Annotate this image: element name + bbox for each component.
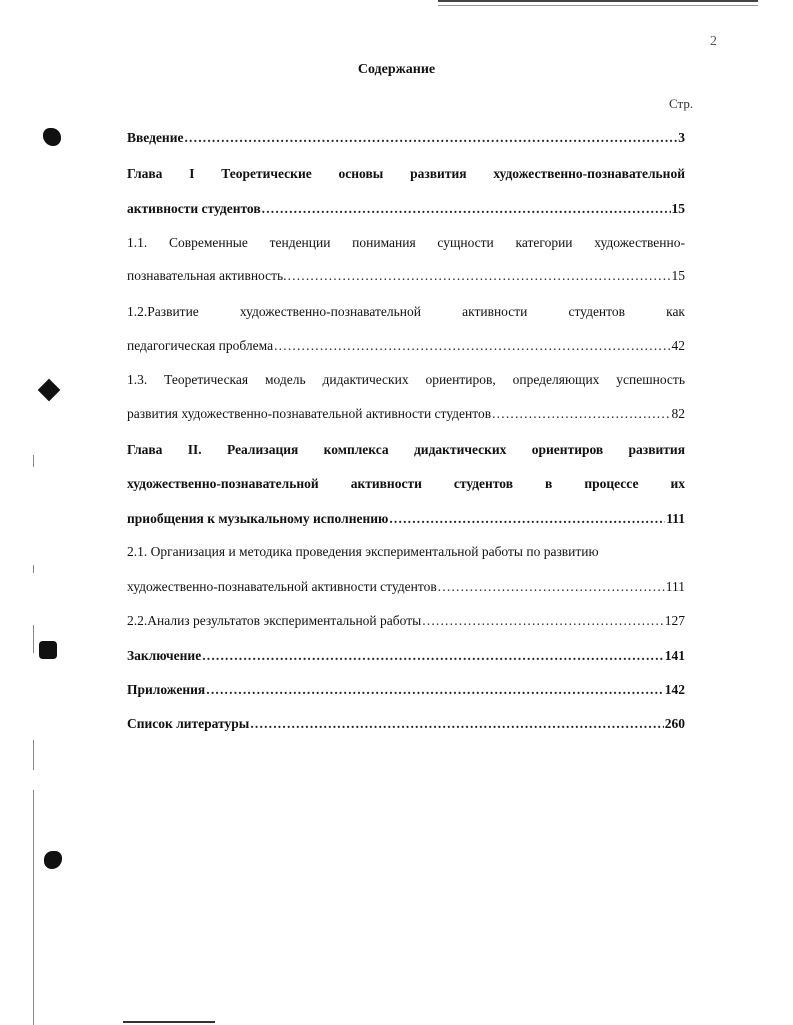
toc-entry-text: развития художественно-познавательной активности студентов — [127, 406, 492, 421]
dot-leader — [422, 612, 664, 630]
toc-entry-text: Глава II. Реализация комплекса дидактических ориентиров развития — [127, 442, 685, 457]
toc-entry-1-3-line1 — [127, 371, 685, 389]
toc-title: Содержание — [357, 62, 436, 77]
page-column-label: Стр. — [669, 96, 694, 111]
scan-artifact-bottom — [123, 1021, 215, 1023]
toc-entry-page: 15 — [671, 268, 685, 283]
margin-mark — [33, 740, 34, 770]
toc-entry-conclusion — [127, 647, 685, 665]
punch-hole-mark — [38, 379, 61, 402]
toc-entry-text: Приложения — [127, 682, 206, 697]
toc-entry-2-2 — [127, 612, 685, 630]
toc-entry-introduction — [127, 129, 685, 147]
toc-entry-page: 141 — [664, 648, 685, 663]
dot-leader — [492, 405, 670, 423]
page-number: 2 — [710, 34, 717, 49]
toc-entry-page: 111 — [666, 511, 685, 526]
toc-entry-1-1 — [127, 267, 685, 285]
toc-entry-1-1-line1 — [127, 234, 685, 252]
toc-entry-text: педагогическая проблема — [127, 338, 274, 353]
toc-entry-text: художественно-познавательной активности студентов в процессе их — [127, 476, 685, 491]
punch-hole-mark — [39, 641, 57, 659]
toc-entry-text: Глава I Теоретические основы развития художественно-познавательной — [127, 166, 685, 181]
margin-mark — [33, 455, 34, 467]
toc-entry-1-2 — [127, 337, 685, 355]
scan-artifact-top-thin — [438, 5, 758, 6]
toc-entry-page: 82 — [671, 406, 685, 421]
toc-entry-chapter1-line1 — [127, 165, 685, 183]
dot-leader — [262, 200, 671, 218]
dot-leader — [184, 129, 677, 147]
toc-entry-page: 111 — [665, 579, 685, 594]
toc-entry-references — [127, 715, 685, 733]
toc-entry-chapter2-line1 — [127, 441, 685, 459]
punch-hole-mark — [44, 851, 62, 869]
toc-entry-page: 42 — [671, 338, 685, 353]
toc-entry-chapter1 — [127, 200, 685, 218]
toc-entry-page: 142 — [664, 682, 685, 697]
dot-leader — [438, 578, 665, 596]
toc-entry-2-1 — [127, 578, 685, 596]
toc-entry-appendices — [127, 681, 685, 699]
margin-mark — [33, 790, 34, 1025]
toc-entry-page: 260 — [664, 716, 685, 731]
dot-leader — [288, 267, 671, 285]
toc-entry-page: 127 — [664, 613, 685, 628]
toc-entry-1-3 — [127, 405, 685, 423]
toc-entry-text: 2.1. Организация и методика проведения экспериментальной работы по развитию — [127, 544, 599, 559]
dot-leader — [274, 337, 670, 355]
toc-entry-text: Список литературы — [127, 716, 250, 731]
toc-entry-page: 15 — [671, 201, 685, 216]
toc-entry-text: 1.2.Развитие художественно-познавательной активности студентов как — [127, 304, 685, 319]
dot-leader — [389, 510, 665, 528]
toc-entry-chapter2 — [127, 510, 685, 528]
toc-entry-text: Заключение — [127, 648, 202, 663]
toc-entry-text: активности студентов — [127, 201, 261, 216]
punch-hole-mark — [43, 128, 61, 146]
toc-entry-page: 3 — [678, 130, 685, 145]
margin-mark — [33, 625, 34, 653]
toc-entry-text: художественно-познавательной активности студентов — [127, 579, 437, 594]
toc-entry-text: Введение — [127, 130, 184, 145]
toc-entry-text: 1.3. Теоретическая модель дидактических ориентиров, определяющих успешность — [127, 372, 685, 387]
dot-leader — [202, 647, 664, 665]
toc-entry-text: познавательная активность. — [127, 268, 287, 283]
dot-leader — [206, 681, 664, 699]
toc-entry-text: приобщения к музыкальному исполнению — [127, 511, 389, 526]
scan-artifact-top — [438, 0, 758, 2]
toc-entry-chapter2-line2 — [127, 475, 685, 493]
toc-entry-text: 2.2.Анализ результатов экспериментальной работы — [127, 613, 422, 628]
dot-leader — [250, 715, 663, 733]
toc-entry-text: 1.1. Современные тенденции понимания сущности категории художественно- — [127, 235, 685, 250]
toc-entry-1-2-line1 — [127, 303, 685, 321]
margin-mark — [33, 565, 34, 573]
toc-entry-2-1-line1 — [127, 543, 685, 561]
